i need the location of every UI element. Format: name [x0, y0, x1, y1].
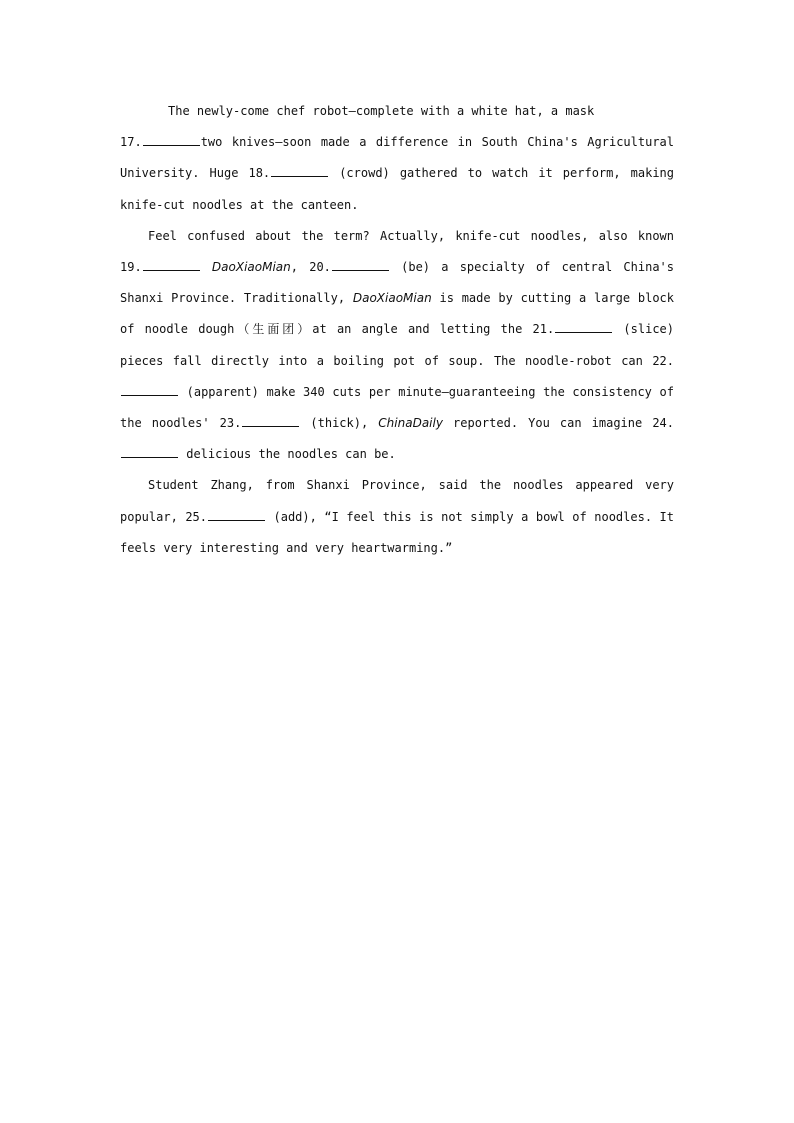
paragraph-1	[120, 96, 674, 221]
p2-text-k: delicious the noodles can be.	[179, 447, 396, 462]
blank-18[interactable]	[271, 165, 328, 177]
p1-text-a: The newly-come chef robot—complete with a white hat, a mask	[168, 104, 595, 118]
p2-text-j: reported. You can imagine	[442, 416, 653, 431]
p2-text-h: (apparent) make 340 cuts per minute—guaranteeing the consistency of the noodles'	[120, 384, 674, 431]
italic-term-2: DaoXiaoMian	[352, 291, 432, 306]
blank-19[interactable]	[143, 259, 200, 271]
blank-21[interactable]	[555, 321, 612, 333]
p2-text-e: is made by cutting a large block of noodle dough（	[120, 291, 674, 337]
chinese-gloss: 生面团	[252, 322, 298, 337]
p2-text-f: ）at an angle and letting the	[297, 322, 533, 337]
blank-17-number: 17.	[120, 135, 142, 150]
blank-25[interactable]	[208, 509, 265, 521]
blank-19-number: 19.	[120, 260, 142, 275]
blank-25-number: 25.	[185, 509, 207, 524]
blank-24[interactable]	[121, 446, 178, 458]
p2-text-a: Feel confused about the term? Actually, knife-cut noodles, also known	[148, 228, 674, 243]
p3-text-a: Student Zhang, from Shanxi Province, said the noodles appeared very popular,	[120, 478, 674, 524]
p2-text-d: (be) a specialty of central China's Shanxi Province. Traditionally,	[120, 260, 674, 306]
p2-text-g: (slice) pieces fall directly into a boiling pot of soup. The noodle-robot can	[120, 322, 674, 368]
p2-text-i: (thick),	[300, 416, 379, 431]
blank-21-number: 21.	[532, 322, 555, 337]
blank-20-number: 20.	[309, 260, 331, 275]
paragraph-3	[120, 470, 674, 564]
blank-23-number: 23.	[219, 416, 242, 431]
p2-text-c: ,	[290, 260, 310, 275]
p3-text-b: (add), “I feel this is not simply a bowl of noodles. It feels very interesting and very heartwarming.”	[120, 509, 674, 555]
blank-22[interactable]	[121, 384, 178, 396]
blank-24-number: 24.	[652, 416, 674, 431]
p1-text-c: two knives—soon made a difference in South China's Agricultural University. Huge	[120, 135, 674, 181]
document-page	[120, 96, 674, 564]
italic-term-1: DaoXiaoMian	[211, 260, 291, 275]
p1-text-d: (crowd) gathered to watch it perform, making knife-cut noodles at the canteen.	[120, 166, 674, 212]
blank-18-number: 18.	[248, 166, 271, 181]
blank-20[interactable]	[332, 259, 389, 271]
blank-23[interactable]	[242, 415, 299, 427]
blank-22-number: 22.	[652, 353, 674, 368]
paragraph-2	[120, 221, 674, 471]
italic-term-3: ChinaDaily	[378, 416, 443, 431]
blank-17[interactable]	[143, 134, 200, 146]
